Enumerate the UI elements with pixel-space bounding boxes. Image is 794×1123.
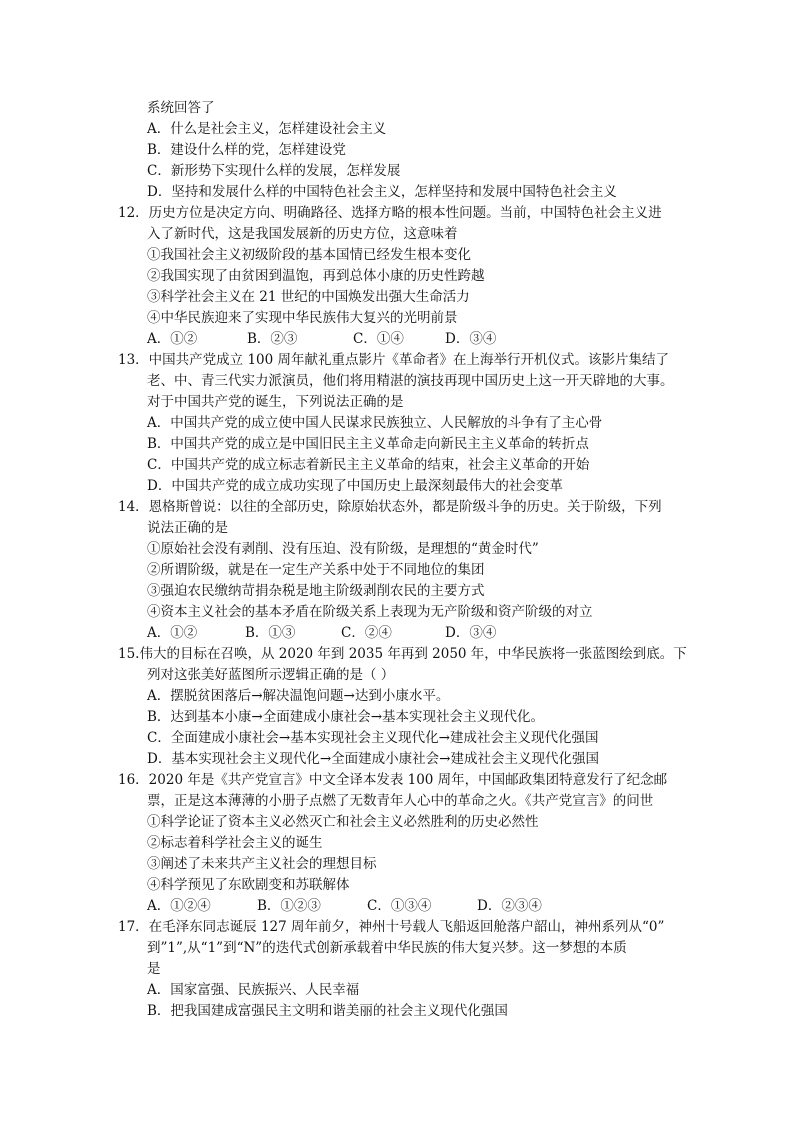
q14-item-3: ③强迫农民缴纳苛捐杂税是地主阶级剥削农民的主要方式 xyxy=(147,583,485,599)
q14-item-1: ①原始社会没有剥削、没有压迫、没有阶级，是理想的“黄金时代” xyxy=(147,541,539,557)
q16-item-1: ①科学论证了资本主义必然灭亡和社会主义必然胜利的历史必然性 xyxy=(147,814,539,830)
q16-choice-d: D．②③④ xyxy=(477,898,542,914)
q14-choice-b: B．①③ xyxy=(245,625,296,641)
q16-stem-line-2: 票，正是这本薄薄的小册子点燃了无数青年人心中的革命之火。《共产党宣言》的问世 xyxy=(147,793,654,809)
q11-option-d: D．坚持和发展什么样的中国特色社会主义，怎样坚持和发展中国特色社会主义 xyxy=(147,184,617,200)
q14-choice-c: C．②④ xyxy=(341,625,392,641)
q12-choices xyxy=(147,329,496,349)
q12-choice-c: C．①④ xyxy=(353,331,404,347)
q13-stem-line-2: 老、中、青三代实力派演员，他们将用精湛的演技再现中国历史上这一开天辟地的大事。 xyxy=(147,373,674,389)
q12-item-2: ②我国实现了由贫困到温饱，再到总体小康的历史性跨越 xyxy=(147,268,485,284)
q11-option-c: C．新形势下实现什么样的发展，怎样发展 xyxy=(147,163,401,179)
q13-option-a: A．中国共产党的成立使中国人民谋求民族独立、人民解放的斗争有了主心骨 xyxy=(147,415,603,431)
q16-choice-c: C．①③④ xyxy=(367,898,432,914)
q14-choices xyxy=(147,623,496,643)
q17-stem-line-1: 17．在毛泽东同志诞辰 127 周年前夕，神州十号载人飞船返回舱落户韶山，神州系列从“0” xyxy=(118,919,665,935)
q16-item-2: ②标志着科学社会主义的诞生 xyxy=(147,835,323,851)
q12-choice-b: B．②③ xyxy=(247,331,298,347)
q12-choice-a: A．①② xyxy=(147,331,198,347)
q16-item-3: ③阐述了未来共产主义社会的理想目标 xyxy=(147,856,377,872)
q13-option-d: D．中国共产党的成立成功实现了中国历史上最深刻最伟大的社会变革 xyxy=(147,478,563,494)
q15-option-a: A．摆脱贫困落后→解决温饱问题→达到小康水平。 xyxy=(147,688,450,704)
q15-option-d: D．基本实现社会主义现代化→全面建成小康社会→建成社会主义现代化强国 xyxy=(147,751,599,767)
q14-item-2: ②所谓阶级，就是在一定生产关系中处于不同地位的集团 xyxy=(147,562,485,578)
q14-choice-d: D．③④ xyxy=(445,625,497,641)
q13-option-c: C．中国共产党的成立标志着新民主主义革命的结束，社会主义革命的开始 xyxy=(147,457,590,473)
q11-option-a: A．什么是社会主义，怎样建设社会主义 xyxy=(147,121,387,137)
q16-stem-line-1: 16．2020 年是《共产党宣言》中文全译本发表 100 周年，中国邮政集团特意发行了纪念邮 xyxy=(118,772,668,788)
q16-choices xyxy=(147,896,542,916)
q11-stem-continuation: 系统回答了 xyxy=(147,100,215,116)
q15-option-c: C．全面建成小康社会→基本实现社会主义现代化→建成社会主义现代化强国 xyxy=(147,730,599,746)
q11-option-b: B．建设什么样的党，怎样建设党 xyxy=(147,142,346,158)
q16-item-4: ④科学预见了东欧剧变和苏联解体 xyxy=(147,877,350,893)
q17-option-b: B．把我国建成富强民主文明和谐美丽的社会主义现代化强国 xyxy=(147,1003,508,1019)
q12-item-3: ③科学社会主义在 21 世纪的中国焕发出强大生命活力 xyxy=(147,289,470,305)
q13-option-b: B．中国共产党的成立是中国旧民主主义革命走向新民主主义革命的转折点 xyxy=(147,436,589,452)
q12-item-1: ①我国社会主义初级阶段的基本国情已经发生根本变化 xyxy=(147,247,471,263)
q17-stem-line-3: 是 xyxy=(147,961,161,977)
q15-stem-line-2: 列对这张美好蓝图所示逻辑正确的是（ ） xyxy=(147,667,395,683)
q14-stem-line-1: 14．恩格斯曾说：以往的全部历史，除原始状态外，都是阶级斗争的历史。关于阶级，下列 xyxy=(118,499,662,515)
q15-option-b: B．达到基本小康→全面建成小康社会→基本实现社会主义现代化。 xyxy=(147,709,545,725)
q17-stem-line-2: 到”1”,从“1”到“N”的迭代式创新承载着中华民族的伟大复兴梦。这一梦想的本质 xyxy=(147,940,627,956)
q16-choice-b: B．①②③ xyxy=(257,898,321,914)
q13-stem-line-3: 对于中国共产党的诞生，下列说法正确的是 xyxy=(147,394,404,410)
q16-choice-a: A．①②④ xyxy=(147,898,211,914)
q17-option-a: A．国家富强、民族振兴、人民幸福 xyxy=(147,982,360,998)
q14-item-4: ④资本主义社会的基本矛盾在阶级关系上表现为无产阶级和资产阶级的对立 xyxy=(147,604,593,620)
q12-item-4: ④中华民族迎来了实现中华民族伟大复兴的光明前景 xyxy=(147,310,458,326)
q12-choice-d: D．③④ xyxy=(445,331,497,347)
q14-choice-a: A．①② xyxy=(147,625,198,641)
q15-stem-line-1: 15.伟大的目标在召唤，从 2020 年到 2035 年再到 2050 年，中华民族将一张蓝图绘到底。下 xyxy=(118,646,687,662)
q14-stem-line-2: 说法正确的是 xyxy=(147,520,228,536)
q12-stem-line-1: 12．历史方位是决定方向、明确路径、选择方略的根本性问题。当前，中国特色社会主义进 xyxy=(118,205,662,221)
q13-stem-line-1: 13．中国共产党成立 100 周年献礼重点影片《革命者》在上海举行开机仪式。该影片集结了 xyxy=(118,352,670,368)
q12-stem-line-2: 入了新时代，这是我国发展新的历史方位，这意味着 xyxy=(147,226,458,242)
